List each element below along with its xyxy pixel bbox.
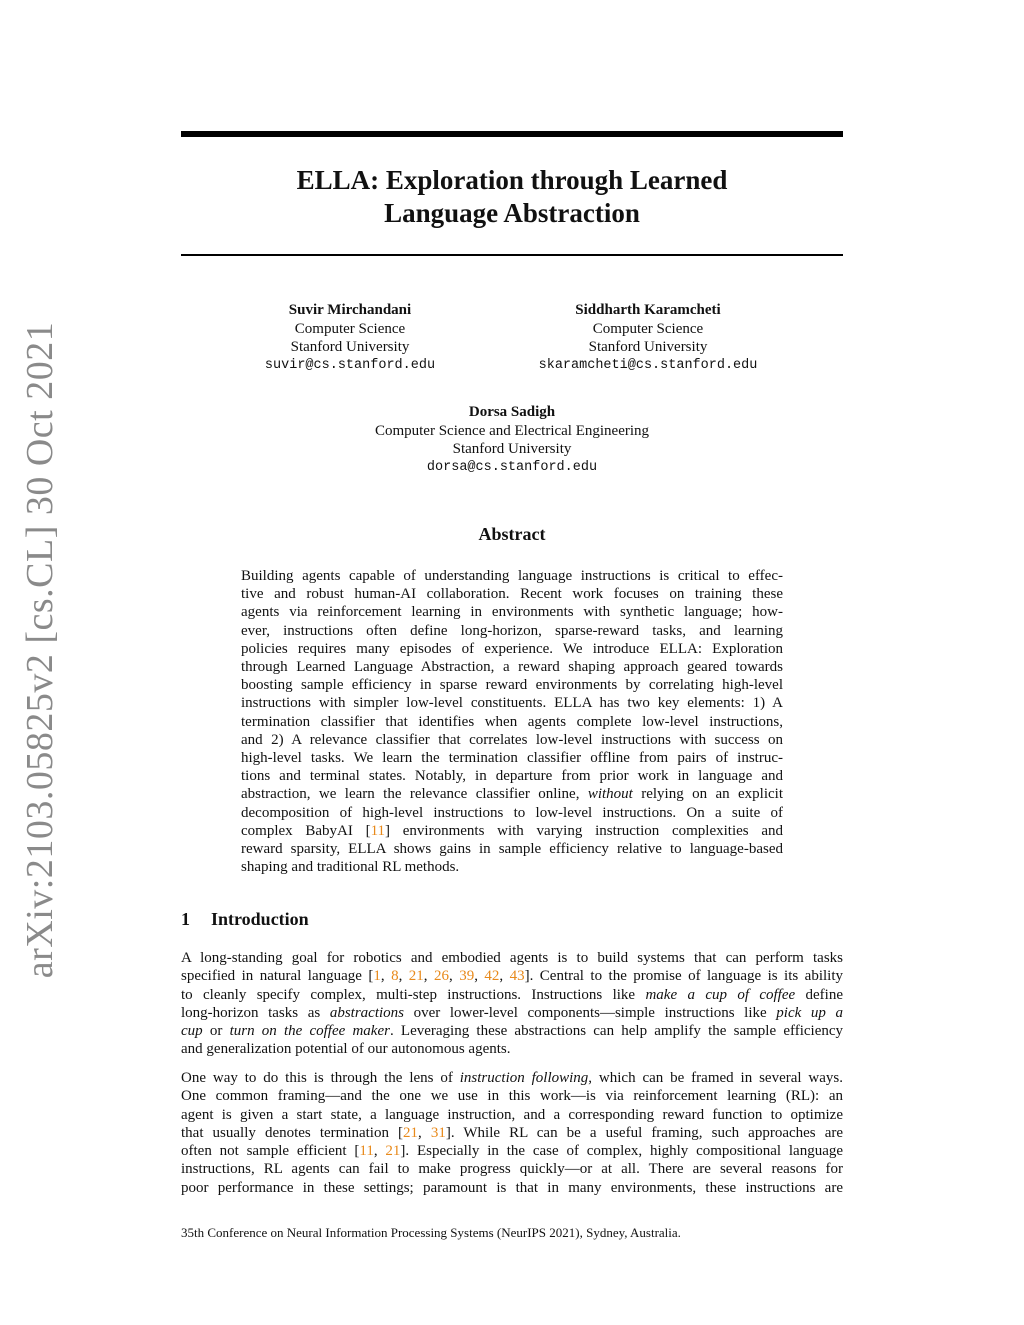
author-department: Computer Science <box>592 320 704 337</box>
abstract-line: termination classifier that identifies when agents complete low-level instructions, <box>241 713 783 730</box>
abstract-line: complex BabyAI [11] environments with varying instruction complexities and <box>241 822 783 839</box>
author-name: Siddharth Karamcheti <box>575 302 721 318</box>
author-block <box>498 301 798 375</box>
paragraph-line: poor performance in these settings; paramount is that in many environments, these instructions are <box>181 1179 843 1196</box>
abstract-body <box>241 567 783 876</box>
abstract-line: through Learned Language Abstraction, a reward shaping approach geared towards <box>241 659 783 676</box>
paragraph-line: often not sample efficient [11, 21]. Especially in the case of complex, highly compositional language <box>181 1143 844 1160</box>
abstract-line: shaping and traditional RL methods. <box>241 859 460 876</box>
abstract-line: boosting sample efficiency in sparse reward environments by correlating high-level <box>241 677 783 694</box>
intro-paragraph-1 <box>181 949 843 1059</box>
citation-link[interactable]: 1 <box>373 968 381 985</box>
paragraph-line: A long-standing goal for robotics and embodied agents is to build systems that can perform tasks <box>181 950 843 966</box>
citation-link[interactable]: 21 <box>385 1143 401 1160</box>
abstract-line: reward sparsity, ELLA shows gains in sample efficiency relative to language-based <box>241 841 783 858</box>
abstract-line: tions and terminal states. Notably, in departure from prior work in language and <box>241 768 783 785</box>
paragraph-line: One common framing—and the one we use in this work—is via reinforcement learning (RL): an <box>181 1088 843 1105</box>
section-number: 1 <box>181 909 190 929</box>
author-block <box>200 301 500 375</box>
author-affiliation: Stanford University <box>290 339 410 355</box>
abstract-line: policies requires many episodes of experience. We introduce ELLA: Exploration <box>241 640 783 657</box>
title-rule-top <box>181 131 843 137</box>
author-email[interactable]: dorsa@cs.stanford.edu <box>426 459 598 475</box>
title-rule-bottom <box>181 254 843 256</box>
author-name: Suvir Mirchandani <box>288 302 412 318</box>
citation-link[interactable]: 21 <box>408 968 424 985</box>
citation-link[interactable]: 31 <box>430 1124 446 1141</box>
citation-link[interactable]: 11 <box>359 1143 374 1160</box>
section-title: Introduction <box>211 909 309 929</box>
abstract-line: agents via reinforcement learning in environments with synthetic language; how- <box>241 604 783 621</box>
abstract-heading: Abstract <box>478 524 546 544</box>
paper-title <box>181 164 843 230</box>
paragraph-line: specified in natural language [1, 8, 21, 26, 39, 42, 43]. Central to the promise of language is its ability <box>181 968 844 985</box>
author-email[interactable]: suvir@cs.stanford.edu <box>264 357 436 373</box>
emphasis: abstractions <box>329 1004 404 1021</box>
emphasis: turn on the coffee maker <box>229 1023 390 1040</box>
author-department: Computer Science and Electrical Engineering <box>374 422 650 439</box>
paragraph-line: agent is given a start state, a language instruction, and a corresponding reward function to optimize <box>181 1106 843 1123</box>
citation-link[interactable]: 21 <box>403 1124 419 1141</box>
citation-link[interactable]: 43 <box>509 968 525 985</box>
paragraph-line: that usually denotes termination [21, 31]. While RL can be a useful framing, such approaches are <box>181 1124 843 1141</box>
author-department: Computer Science <box>294 320 406 337</box>
abstract-line: high-level tasks. We learn the termination classifier offline from pairs of instruc- <box>241 750 783 767</box>
conference-footnote: 35th Conference on Neural Information Processing Systems (NeurIPS 2021), Sydney, Australia. <box>181 1225 681 1240</box>
abstract-line: tive and robust human-AI collaboration. Recent work focuses on training these <box>241 586 783 603</box>
intro-paragraph-2 <box>181 1069 843 1197</box>
abstract-line: decomposition of high-level instructions to low-level instructions. On a suite of <box>241 804 783 821</box>
paragraph-line: and generalization potential of our autonomous agents. <box>181 1041 511 1058</box>
emphasis: pick up a <box>776 1004 843 1021</box>
emphasis: cup <box>181 1023 203 1040</box>
abstract-line: instructions with simpler low-level constituents. ELLA has two key elements: 1) A <box>241 695 783 712</box>
paragraph-line: instructions, RL agents can fail to make progress quickly—or at all. There are several reasons for <box>181 1161 843 1178</box>
citation-link[interactable]: 26 <box>434 968 449 985</box>
abstract-line: abstraction, we learn the relevance classifier online, without relying on an explicit <box>241 786 784 803</box>
emphasis: make a cup of coffee <box>645 986 796 1003</box>
author-block <box>312 403 712 477</box>
arxiv-identifier[interactable]: arXiv:2103.05825v2 [cs.CL] 30 Oct 2021 <box>19 321 61 979</box>
author-name: Dorsa Sadigh <box>468 404 556 420</box>
citation-link[interactable]: 42 <box>484 968 500 985</box>
title-line-1: ELLA: Exploration through Learned <box>296 165 728 195</box>
paragraph-line: long-horizon tasks as abstractions over lower-level components—simple instructions like pick up a <box>181 1004 843 1021</box>
section-heading-introduction <box>181 909 309 930</box>
citation-link[interactable]: 39 <box>459 968 475 985</box>
title-line-2: Language Abstraction <box>384 198 640 228</box>
emphasis: without <box>587 786 633 803</box>
author-email[interactable]: skaramcheti@cs.stanford.edu <box>538 357 758 373</box>
abstract-line: and 2) A relevance classifier that correlates low-level instructions with success on <box>241 731 783 748</box>
citation-link[interactable]: 11 <box>370 822 386 839</box>
abstract-line: Building agents capable of understanding language instructions is critical to effec- <box>241 568 783 584</box>
author-affiliation: Stanford University <box>452 441 572 457</box>
author-affiliation: Stanford University <box>588 339 708 355</box>
citation-link[interactable]: 8 <box>391 968 399 985</box>
abstract-line: ever, instructions often define long-horizon, sparse-reward tasks, and learning <box>241 622 783 639</box>
paragraph-line: One way to do this is through the lens of instruction following, which can be framed in several ways. <box>181 1070 843 1086</box>
paragraph-line: cup or turn on the coffee maker. Leveraging these abstractions can help amplify the sample efficiency <box>181 1023 844 1040</box>
emphasis: instruction following <box>459 1070 589 1086</box>
paragraph-line: to cleanly specify complex, multi-step instructions. Instructions like make a cup of coffee define <box>181 986 844 1003</box>
